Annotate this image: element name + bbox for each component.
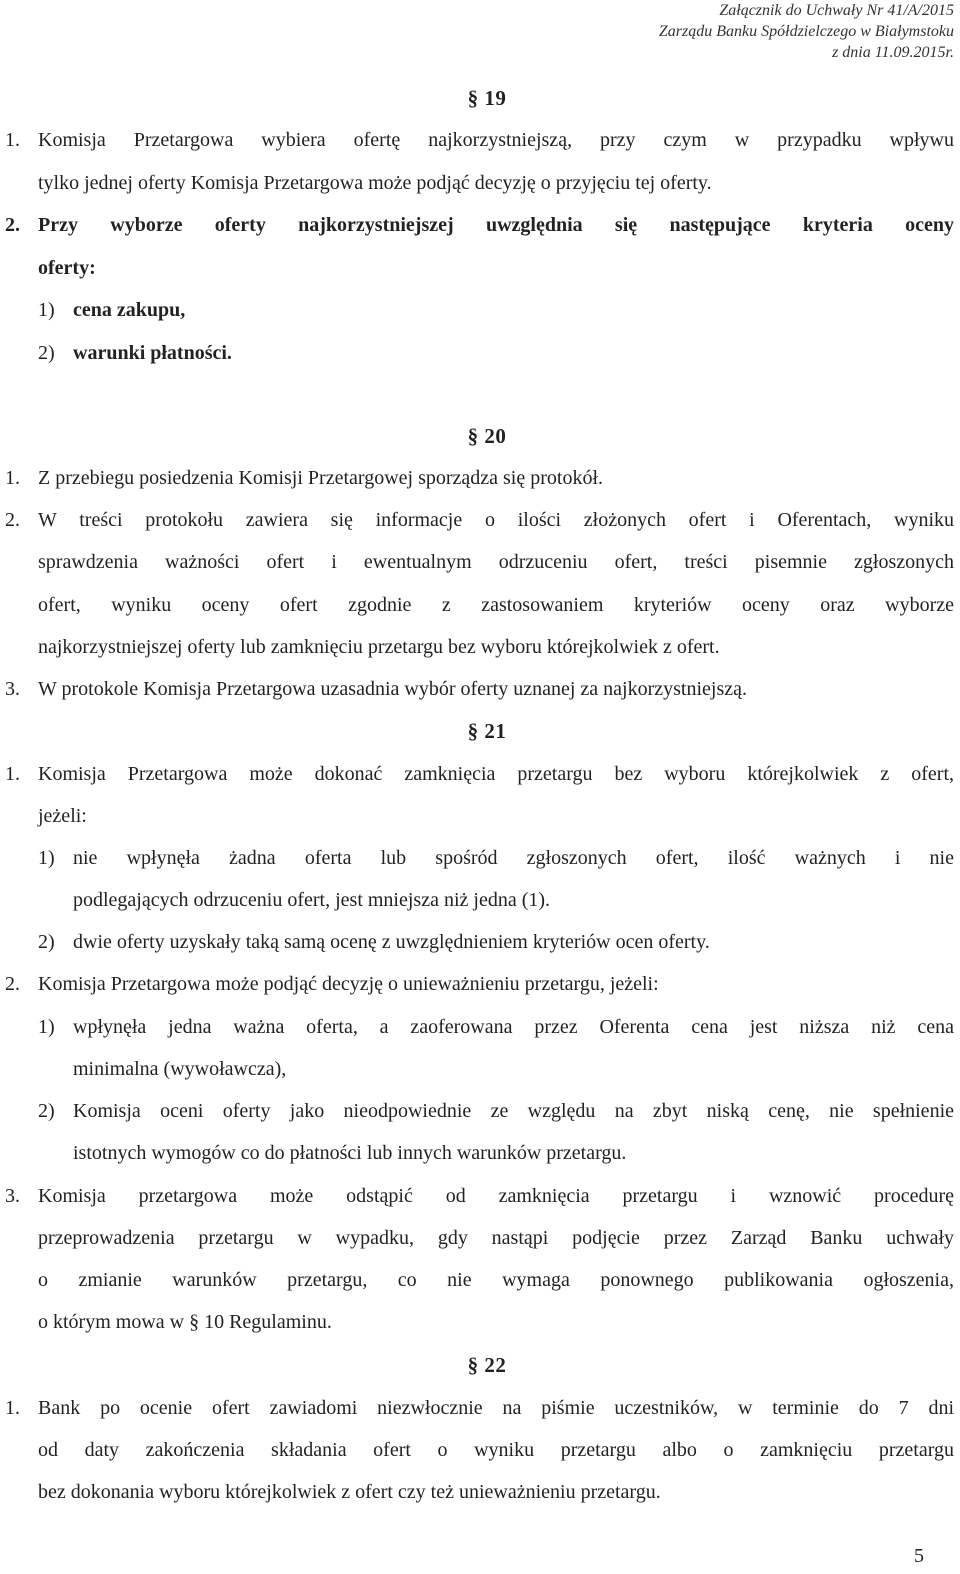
- s19-item2-text: warunki płatności.: [73, 342, 232, 364]
- s22-p1-line1: Bank po ocenie ofert zawiadomi niezwłocznie na piśmie uczestników, w terminie do 7 dni: [38, 1397, 954, 1419]
- attachment-header-line2: Zarządu Banku Spółdzielczego w Białymstoku: [658, 23, 954, 40]
- s20-p1-number: 1.: [5, 467, 20, 489]
- s20-p2-line4: najkorzystniejszej oferty lub zamknięciu przetargu bez wyboru którejkolwiek z ofert.: [38, 636, 720, 658]
- s19-p2-number: 2.: [5, 214, 20, 236]
- s21-p3-line1: Komisja przetargowa może odstąpić od zamknięcia przetargu i wznowić procedurę: [38, 1185, 954, 1207]
- s20-p1-line1: Z przebiegu posiedzenia Komisji Przetargowej sporządza się protokół.: [38, 467, 604, 489]
- s21-p1-line2: jeżeli:: [38, 805, 87, 827]
- s21-p3-line3: o zmianie warunków przetargu, co nie wymaga ponownego publikowania ogłoszenia,: [38, 1269, 954, 1291]
- s21-p3-line4: o którym mowa w § 10 Regulaminu.: [38, 1311, 332, 1333]
- section-19-heading: § 19: [467, 86, 507, 110]
- s21-p1-item1-number: 1): [38, 847, 55, 869]
- s21-p1-number: 1.: [5, 763, 20, 785]
- s20-p2-line3: ofert, wyniku oceny ofert zgodnie z zastosowaniem kryteriów oceny oraz wyborze: [38, 594, 954, 616]
- s21-p1-item1-line1: nie wpłynęła żadna oferta lub spośród zgłoszonych ofert, ilość ważnych i nie: [73, 847, 954, 869]
- s19-p1-line2: tylko jednej oferty Komisja Przetargowa może podjąć decyzję o przyjęciu tej oferty.: [38, 172, 712, 194]
- s21-p2-item2-number: 2): [38, 1100, 55, 1122]
- section-21-heading: § 21: [467, 719, 507, 743]
- s21-p2-line1: Komisja Przetargowa może podjąć decyzję o unieważnieniu przetargu, jeżeli:: [38, 973, 659, 995]
- section-22-heading: § 22: [467, 1353, 507, 1377]
- s19-p2-line2: oferty:: [38, 257, 96, 279]
- s21-p3-number: 3.: [5, 1185, 20, 1207]
- section-20-heading: § 20: [467, 424, 507, 448]
- s20-p2-number: 2.: [5, 509, 20, 531]
- s19-p1-number: 1.: [5, 129, 20, 151]
- page-number: 5: [914, 1545, 924, 1567]
- s20-p2-line2: sprawdzenia ważności ofert i ewentualnym odrzuceniu ofert, treści pisemnie zgłoszonych: [38, 551, 954, 573]
- attachment-header-line3: z dnia 11.09.2015r.: [832, 44, 954, 61]
- s21-p2-item1-line2: minimalna (wywoławcza),: [73, 1058, 287, 1080]
- s21-p2-number: 2.: [5, 973, 20, 995]
- s19-p2-line1: Przy wyborze oferty najkorzystniejszej uwzględnia się następujące kryteria oceny: [38, 214, 954, 236]
- s19-item1-number: 1): [38, 299, 55, 321]
- s21-p2-item2-line1: Komisja oceni oferty jako nieodpowiednie ze względu na zbyt niską cenę, nie spełnienie: [73, 1100, 954, 1122]
- s22-p1-number: 1.: [5, 1397, 20, 1419]
- s22-p1-line3: bez dokonania wyboru którejkolwiek z ofert czy też unieważnieniu przetargu.: [38, 1481, 661, 1503]
- s21-p2-item1-number: 1): [38, 1016, 55, 1038]
- s20-p3-line1: W protokole Komisja Przetargowa uzasadnia wybór oferty uznanej za najkorzystniejszą.: [38, 678, 748, 700]
- s22-p1-line2: od daty zakończenia składania ofert o wyniku przetargu albo o zamknięciu przetargu: [38, 1439, 954, 1461]
- s19-item1-text: cena zakupu,: [73, 299, 186, 321]
- s19-item2-number: 2): [38, 342, 55, 364]
- s21-p1-item2-line1: dwie oferty uzyskały taką samą ocenę z uwzględnieniem kryteriów ocen oferty.: [73, 931, 710, 953]
- s21-p2-item2-line2: istotnych wymogów co do płatności lub innych warunków przetargu.: [73, 1142, 627, 1164]
- attachment-header-line1: Załącznik do Uchwały Nr 41/A/2015: [719, 2, 954, 19]
- s20-p3-number: 3.: [5, 678, 20, 700]
- s21-p1-line1: Komisja Przetargowa może dokonać zamknięcia przetargu bez wyboru którejkolwiek z ofert,: [38, 763, 954, 785]
- s19-p1-line1: Komisja Przetargowa wybiera ofertę najkorzystniejszą, przy czym w przypadku wpływu: [38, 129, 954, 151]
- s20-p2-line1: W treści protokołu zawiera się informacje o ilości złożonych ofert i Oferentach, wyniku: [38, 509, 954, 531]
- s21-p1-item1-line2: podlegających odrzuceniu ofert, jest mniejsza niż jedna (1).: [73, 889, 551, 911]
- s21-p1-item2-number: 2): [38, 931, 55, 953]
- s21-p3-line2: przeprowadzenia przetargu w wypadku, gdy nastąpi podjęcie przez Zarząd Banku uchwały: [38, 1227, 954, 1249]
- s21-p2-item1-line1: wpłynęła jedna ważna oferta, a zaoferowana przez Oferenta cena jest niższa niż cena: [73, 1016, 954, 1038]
